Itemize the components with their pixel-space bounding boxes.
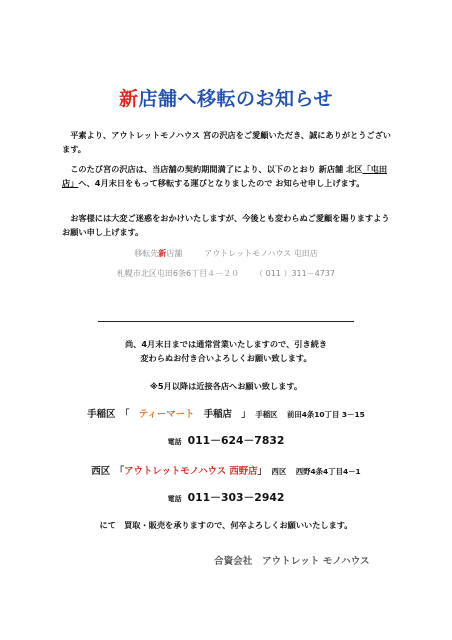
title-red-char: 新 [119, 88, 139, 110]
closing-line: にて 買取・販売を承りますので、何卒よろしくお願いいたします。 [99, 520, 353, 530]
company-name: 合資会社 アウトレット モノハウス [214, 556, 370, 567]
title-text: 店舗へ移転のお知らせ [138, 88, 333, 110]
store1-ward: 手稲区 [87, 409, 116, 420]
new-store-label-red: 新 [158, 249, 167, 258]
store2-name-red: アウトレットモノハウス 西野店 [124, 466, 258, 477]
store2-close-bracket: 」 [257, 466, 263, 477]
store1-name-orange: ティーマート [138, 409, 195, 420]
store2-ward: 西区 [91, 466, 111, 477]
store2-addr-ward: 西区 [271, 467, 287, 476]
store1-name: 手稲店 [203, 409, 232, 420]
store1-phone-label: 電話 [167, 438, 182, 446]
store2-phone-label: 電話 [167, 495, 182, 503]
new-store-name: アウトレットモノハウス 屯田店 [204, 249, 318, 258]
store1-open-bracket: 「 [124, 409, 130, 420]
store1-phone-line [0, 433, 452, 448]
notice-block [0, 338, 452, 365]
relocation-text-before: このたび宮の沢店は、当店舗の契約期間満了により、以下のとおり 新店舗 北区 [62, 164, 363, 174]
store2-phone: 011－303－2942 [187, 491, 285, 504]
notice-line-3: ※5月以降は近接各店へお願い致します。 [149, 381, 303, 391]
notice-line-2: 変わらぬお付き合いよろしくお願い致します。 [140, 352, 312, 363]
apology-paragraph: お客様には大変ご迷惑をおかけいたしますが、今後とも変わらぬご愛顧を賜りますようお願い申し上げます。 [62, 213, 390, 237]
greeting-paragraph: 平素より、アウトレットモノハウス 宮の沢店をご愛顧いただき、誠にありがとうございます。 [62, 130, 391, 154]
store1-addr-ward: 手稲区 [255, 410, 278, 419]
store1-close-bracket: 」 [241, 409, 246, 420]
divider [98, 321, 354, 322]
notice-line-1: 尚、4月末日までは通常営業いたしますので、引き続き [124, 339, 328, 349]
store1-line [0, 406, 452, 420]
new-store-address: 札幌市北区屯田6条6丁目４－２０ [116, 269, 240, 278]
relocation-text-after: へ、4月末日をもって移転する運びとなりましたので お知らせ申し上げます。 [78, 177, 365, 188]
store2-phone-line [0, 490, 452, 505]
new-store-name-underlined: 「屯田店」 [62, 164, 388, 188]
new-store-label-prefix: 移転先 [134, 249, 159, 258]
store2-open-bracket: 「 [119, 466, 125, 477]
store1-address: 前田4条10丁目 3－15 [286, 410, 365, 419]
store1-phone: 011－624－7832 [187, 434, 285, 447]
notice-title [0, 84, 452, 111]
new-store-line [0, 248, 452, 259]
relocation-paragraph [62, 163, 394, 190]
new-store-phone: （ 011 ）311－4737 [255, 269, 336, 278]
new-store-address-line [0, 268, 452, 279]
new-store-label-suffix: 店舗 [166, 249, 183, 258]
store2-line [0, 463, 452, 477]
store2-address: 西野4条4丁目4－1 [295, 467, 361, 476]
